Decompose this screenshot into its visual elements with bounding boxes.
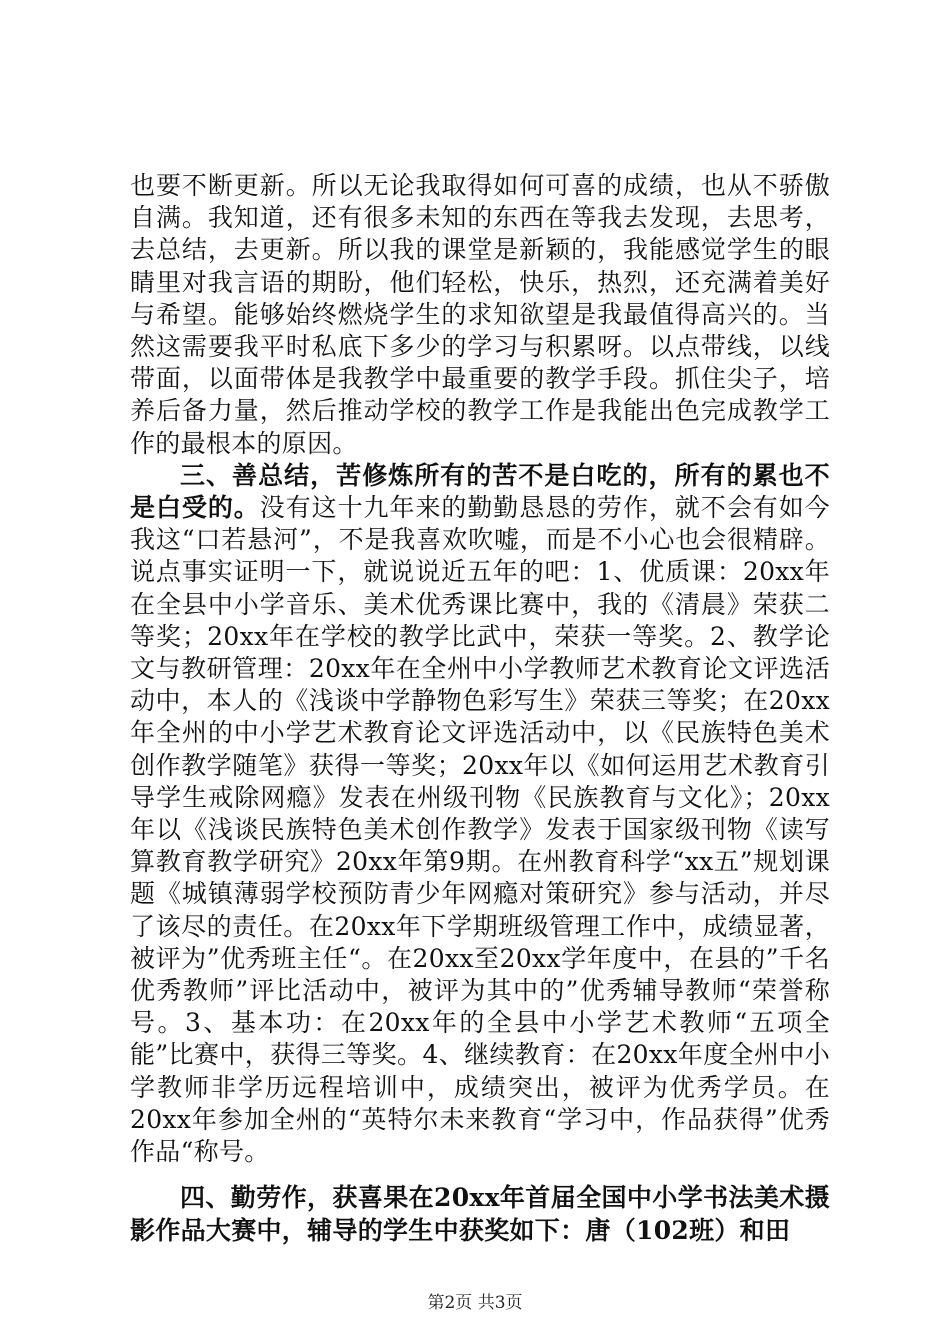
paragraph-section-four [130,1182,830,1246]
document-body [130,170,830,1247]
paragraph-text: 也要不断更新。所以无论我取得如何可喜的成绩，也从不骄傲自满。我知道，还有很多未知的东西在等我去发现，去思考，去总结，去更新。所以我的课堂是新颖的，我能感觉学生的眼睛里对我言语的期盼，他们轻松，快乐，热烈，还充满着美好与希望。能够始终燃烧学生的求知欲望是我最值得高兴的。当然这需要我平时私底下多少的学习与积累呀。以点带线，以线带面，以面带体是我教学中最重要的教学手段。抓住尖子，培养后备力量，然后推动学校的教学工作是我能出色完成教学工作的最根本的原因。 [130,171,830,458]
paragraph-text: 没有这十九年来的勤勤恳恳的劳作，就不会有如今我这“口若悬河”，不是我喜欢吹嘘，而是不小心也会很精辟。说点事实证明一下，就说说近五年的吧：1、优质课：20xx年在全县中小学音乐、美术优秀课比赛中，我的《清晨》荣获二等奖；20xx年在学校的教学比武中，荣获一等奖。2、教学论文与教研管理：20xx年在全州中小学教师艺术教育论文评选活动中，本人的《浅谈中学静物色彩写生》荣获三等奖；在20xx年全州的中小学艺术教育论文评选活动中，以《民族特色美术创作教学随笔》获得一等奖；20xx年以《如何运用艺术教育引导学生戒除网瘾》发表在州级刊物《民族教育与文化》；20xx年以《浅谈民族特色美术创作教学》发表于国家级刊物《读写算教育教学研究》20xx年第9期。在州教育科学“xx五”规划课题《城镇薄弱学校预防青少年网瘾对策研究》参与活动，并尽了该尽的责任。在20xx年下学期班级管理工作中，成绩显著，被评为”优秀班主任“。在20xx至20xx学年度中，在县的”千名优秀教师”评比活动中，被评为其中的”优秀辅导教师“荣誉称号。3、基本功：在20xx年的全县中小学艺术教师“五项全能”比赛中，获得三等奖。4、继续教育：在20xx年度全州中小学教师非学历远程培训中，成绩突出，被评为优秀学员。在20xx年参加全州的“英特尔未来教育“学习中，作品获得”优秀作品“称号。 [130,493,830,1167]
page-number-label: 第2页 共3页 [427,1293,523,1313]
page-footer [0,1288,950,1313]
paragraph-continuation [130,170,830,460]
section-heading-three: 三、善总结，苦修炼所有的苦不是白吃的，所有的累也不是白受的。 [130,460,830,523]
paragraph-section-three [130,460,830,1168]
section-heading-four: 四、勤劳作，获喜果在20xx年首届全国中小学书法美术摄影作品大赛中，辅导的学生中获奖如下：唐（102班）和田 [130,1183,830,1245]
